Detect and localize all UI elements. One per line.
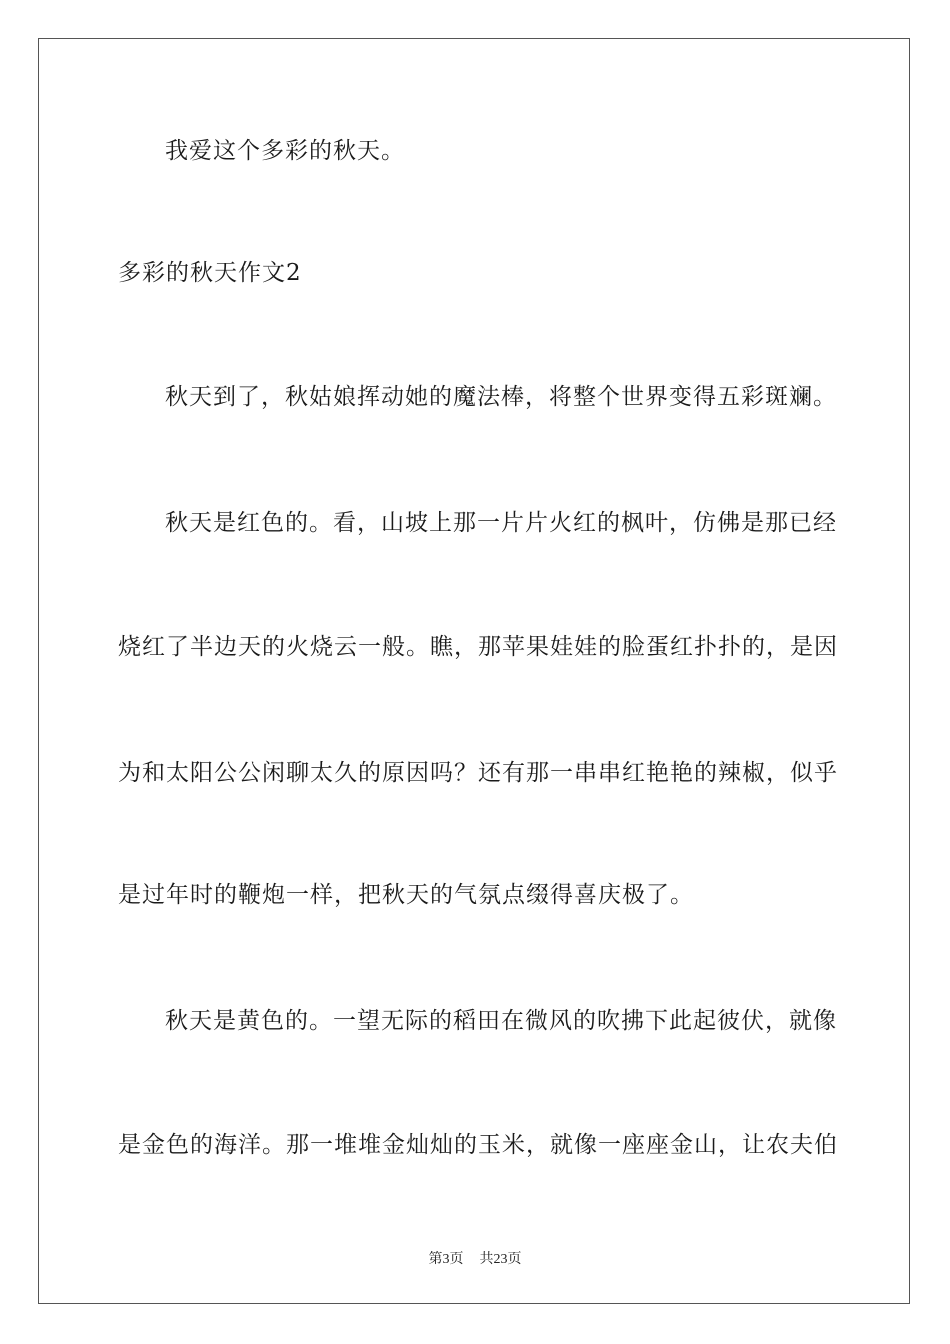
paragraph-line: 秋天到了，秋姑娘挥动她的魔法棒，将整个世界变得五彩斑斓。 — [165, 384, 837, 410]
page-border — [38, 38, 910, 1304]
paragraph-line: 是金色的海洋。那一堆堆金灿灿的玉米，就像一座座金山，让农夫伯 — [118, 1132, 838, 1158]
section-heading: 多彩的秋天作文2 — [118, 260, 302, 286]
page-footer — [0, 1248, 950, 1268]
paragraph-line: 为和太阳公公闲聊太久的原因吗？还有那一串串红艳艳的辣椒，似乎 — [118, 760, 838, 786]
paragraph-line: 秋天是红色的。看，山坡上那一片片火红的枫叶，仿佛是那已经 — [165, 510, 837, 536]
paragraph-line: 秋天是黄色的。一望无际的稻田在微风的吹拂下此起彼伏，就像 — [165, 1008, 837, 1034]
paragraph-line: 是过年时的鞭炮一样，把秋天的气氛点缀得喜庆极了。 — [118, 882, 694, 908]
page-number: 第3页 — [428, 1252, 464, 1267]
paragraph-line: 烧红了半边天的火烧云一般。瞧，那苹果娃娃的脸蛋红扑扑的，是因 — [118, 634, 838, 660]
page-total: 共23页 — [479, 1252, 522, 1267]
paragraph-line: 我爱这个多彩的秋天。 — [165, 138, 405, 164]
